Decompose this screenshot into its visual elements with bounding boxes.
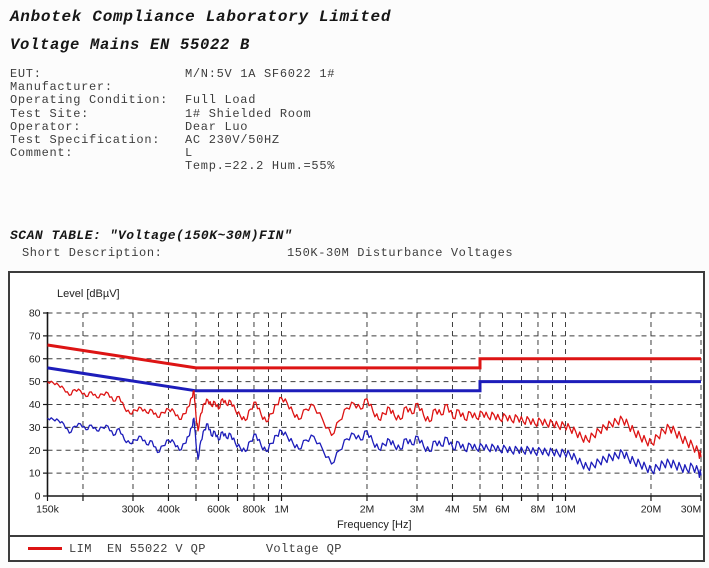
emissions-chart-frame — [8, 271, 705, 537]
short-description-label: Short Description: — [22, 246, 163, 260]
legend-line-sample-red — [28, 547, 62, 550]
svg-text:150k: 150k — [36, 503, 59, 516]
svg-text:10M: 10M — [555, 503, 576, 516]
info-row-temp-humidity — [10, 160, 335, 173]
legend-label-voltage-qp: Voltage QP — [265, 541, 342, 556]
svg-text:3M: 3M — [409, 503, 425, 516]
info-row-test-site — [10, 108, 335, 121]
svg-text:50: 50 — [28, 376, 41, 389]
info-value: AC 230V/50HZ — [185, 133, 280, 148]
info-value: Full Load — [185, 93, 257, 108]
svg-text:400k: 400k — [157, 503, 180, 516]
info-label: Test Specification: — [10, 133, 161, 148]
info-value: 1# Shielded Room — [185, 106, 312, 121]
test-title: Voltage Mains EN 55022 B — [10, 36, 251, 54]
info-value: Dear Luo — [185, 119, 249, 134]
svg-text:4M: 4M — [445, 503, 460, 516]
svg-text:30: 30 — [28, 421, 41, 434]
info-label: Manufacturer: — [10, 80, 113, 95]
svg-text:2M: 2M — [359, 503, 375, 516]
info-label: Operator: — [10, 119, 82, 134]
short-description-row — [22, 246, 513, 260]
svg-text:70: 70 — [28, 330, 41, 343]
svg-text:30M: 30M — [680, 503, 702, 516]
info-label: Operating Condition: — [10, 93, 169, 108]
svg-text:1M: 1M — [274, 503, 289, 516]
svg-text:20M: 20M — [640, 503, 662, 516]
svg-text:10: 10 — [28, 467, 41, 480]
svg-text:40: 40 — [28, 399, 41, 411]
svg-text:Frequency [Hz]: Frequency [Hz] — [336, 519, 412, 531]
svg-text:800k: 800k — [242, 503, 266, 516]
lab-title: Anbotek Compliance Laboratory Limited — [10, 8, 392, 26]
chart-legend — [8, 535, 705, 562]
info-value: M/N:5V 1A SF6022 1# — [185, 67, 336, 81]
info-label — [10, 160, 185, 173]
info-label: Test Site: — [10, 106, 90, 121]
svg-text:60: 60 — [28, 353, 41, 366]
svg-text:0: 0 — [34, 490, 41, 503]
emissions-chart — [10, 273, 703, 535]
svg-text:8M: 8M — [530, 503, 546, 516]
svg-text:Level [dBµV]: Level [dBµV] — [57, 288, 120, 300]
info-value: Temp.=22.2 Hum.=55% — [185, 159, 336, 174]
svg-text:600k: 600k — [207, 503, 230, 516]
info-row-operating-condition — [10, 94, 335, 107]
svg-text:6M: 6M — [495, 503, 510, 516]
svg-text:20: 20 — [28, 444, 41, 457]
test-info-table — [10, 68, 335, 174]
info-value: L — [185, 146, 193, 161]
svg-text:80: 80 — [28, 307, 41, 320]
info-label: Comment: — [10, 146, 74, 161]
legend-label-limit-qp: LIM EN 55022 V QP — [69, 541, 206, 556]
short-description-value: 150K-30M Disturbance Voltages — [287, 246, 514, 260]
svg-text:300k: 300k — [121, 503, 145, 516]
scan-table-title: SCAN TABLE: "Voltage(150K~30M)FIN" — [10, 228, 293, 243]
svg-text:5M: 5M — [472, 503, 488, 516]
info-label: EUT: — [10, 67, 42, 81]
